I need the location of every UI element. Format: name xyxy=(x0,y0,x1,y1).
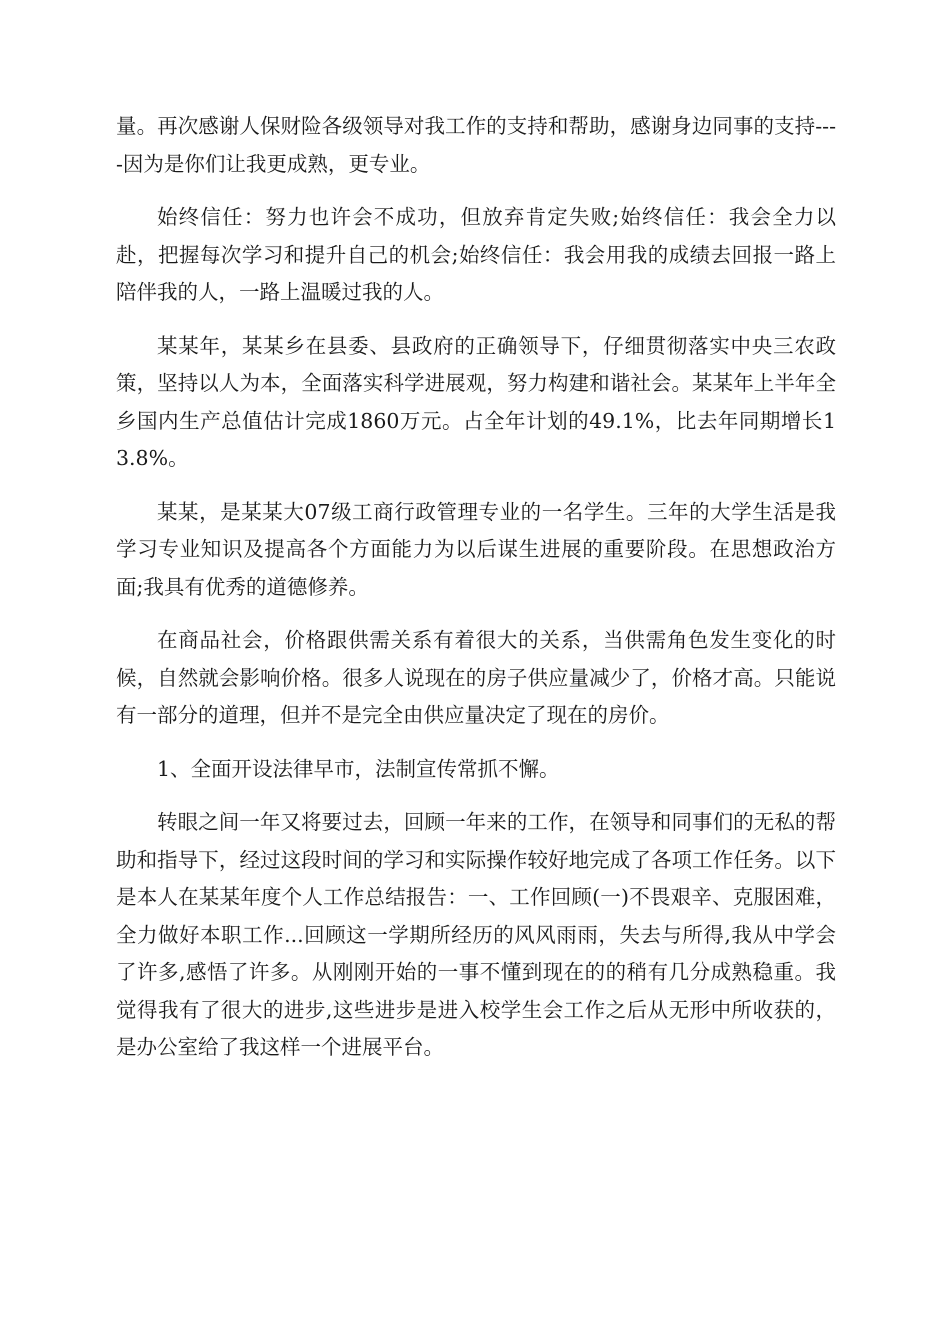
paragraph-housing-price: 在商品社会，价格跟供需关系有着很大的关系，当供需角色发生变化的时候，自然就会影响价格。很多人说现在的房子供应量减少了，价格才高。只能说有一部分的道理，但并不是完全由供应量决定了现在的房价。 xyxy=(116,628,836,727)
paragraph-legal-market: 1、全面开设法律早市，法制宣传常抓不懈。 xyxy=(157,756,560,781)
paragraph-annual-summary: 转眼之间一年又将要过去，回顾一年来的工作，在领导和同事们的无私的帮助和指导下，经过这段时间的学习和实际操作较好地完成了各项工作任务。以下是本人在某某年度个人工作总结报告：一、工作回顾(一)不畏艰辛、克服困难，全力做好本职工作...回顾这一学期所经历的风风雨雨，失去与所得,我从中学会了许多,感悟了许多。从刚刚开始的一事不懂到现在的的稍有几分成熟稳重。我觉得我有了很大的进步,这些进步是进入校学生会工作之后从无形中所收获的，是办公室给了我这样一个进展平台。 xyxy=(116,810,836,1059)
paragraph-trust: 始终信任：努力也许会不成功，但放弃肯定失败;始终信任：我会全力以赴，把握每次学习和提升自己的机会;始终信任：我会用我的成绩去回报一路上陪伴我的人，一路上温暖过我的人。 xyxy=(116,205,836,304)
paragraph-continuation: 量。再次感谢人保财险各级领导对我工作的支持和帮助，感谢身边同事的支持----因为是你们让我更成熟，更专业。 xyxy=(116,114,836,176)
document-page xyxy=(116,108,836,1083)
paragraph-township-economy: 某某年，某某乡在县委、县政府的正确领导下，仔细贯彻落实中央三农政策，坚持以人为本，全面落实科学进展观，努力构建和谐社会。某某年上半年全乡国内生产总值估计完成1860万元。占全年计划的49.1%，比去年同期增长13.8%。 xyxy=(116,333,836,470)
paragraph-student-intro: 某某，是某某大07级工商行政管理专业的一名学生。三年的大学生活是我学习专业知识及提高各个方面能力为以后谋生进展的重要阶段。在思想政治方面;我具有优秀的道德修养。 xyxy=(116,499,836,599)
